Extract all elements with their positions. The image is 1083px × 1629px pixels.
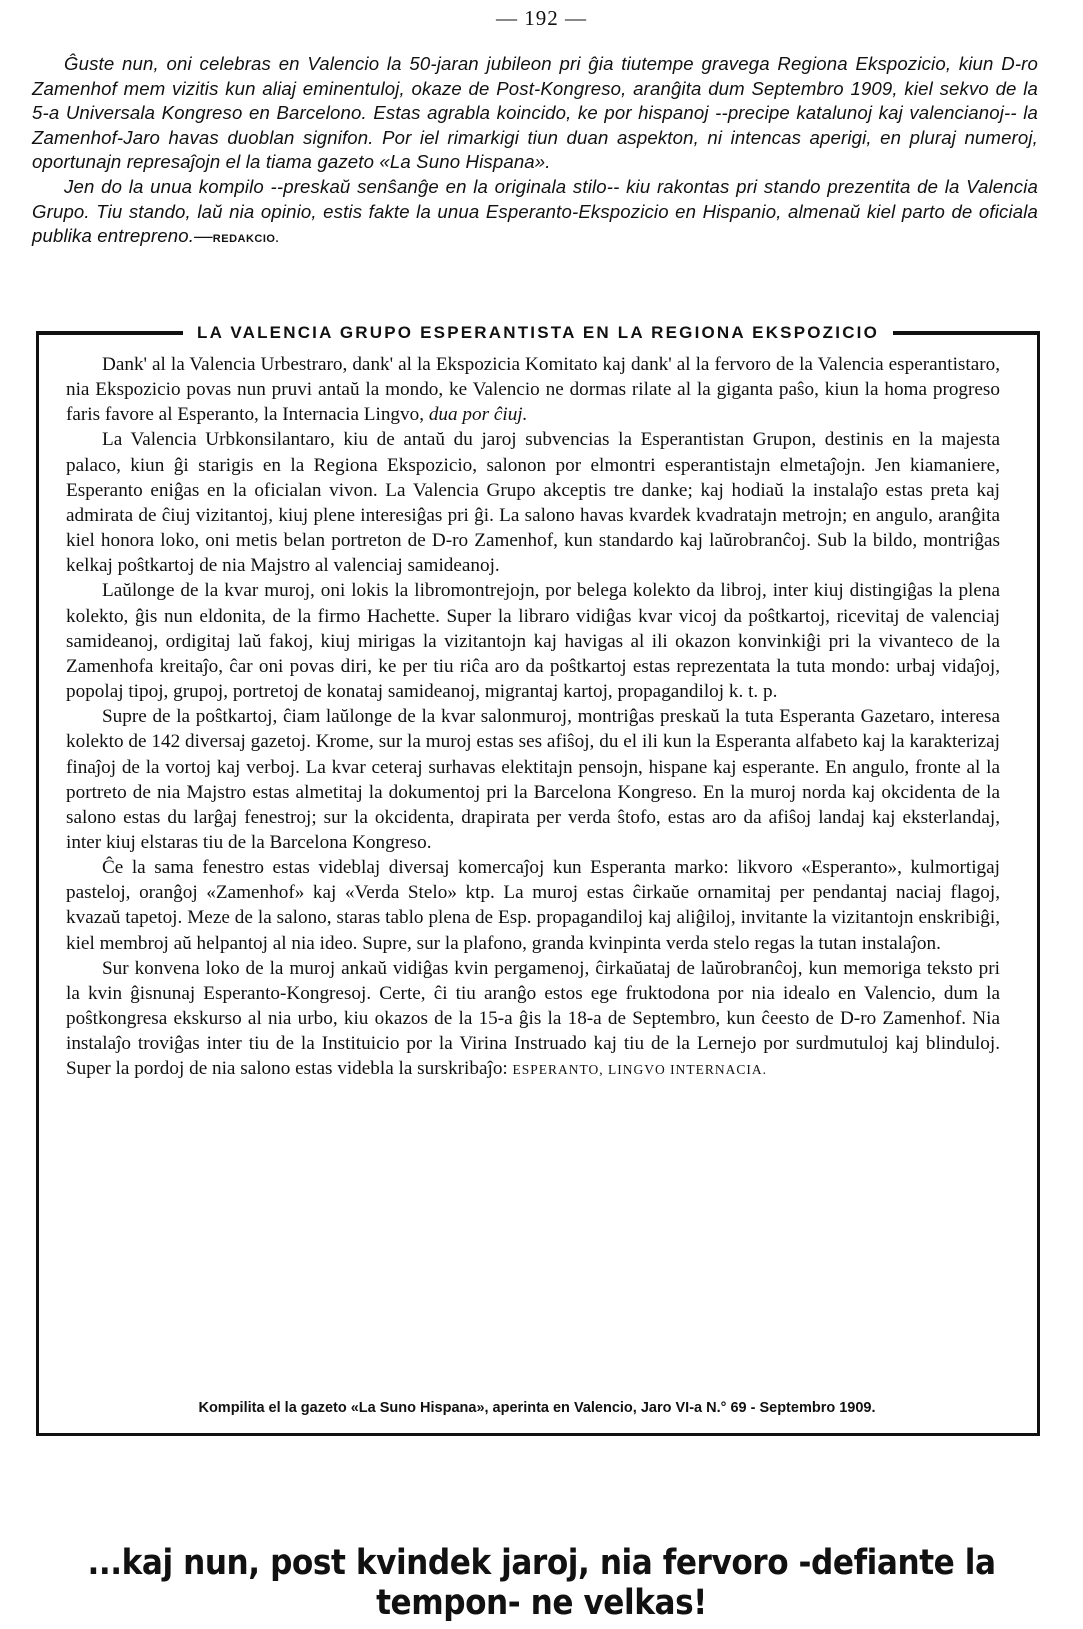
article-paragraph-text: Sur konvena loko de la muroj ankaŭ vidiĝas kvin pergamenoj, ĉirkaŭataj de laŭrobranĉoj, kun memoriga teksto pri la kvin ĝisnunaj Esperanto-Kongresoj. Certe, ĉi tiu aranĝo estos ege fruktodona por nia idealo en Valencio, dum la poŝtkongresa ekskurso al nia urbo, kiu okazos de la 15-a ĝis la 18-a de Septembro, kun ĉeesto de D-ro Zamenhof. Nia instalaĵo troviĝas inter tiu de la Instituicio por la Virina Instruado kaj tiu de la Lernejo por surdmutuloj kaj blinduloj. Super la pordoj de nia salono estas videbla la surskribaĵo: xyxy=(66,957,1000,1080)
article-paragraph-text: Dank' al la Valencia Urbestraro, dank' al la Ekspozicia Komitato kaj dank' al la fervoro de la Valencia esperantistaro, nia Ekspozicio povas nun pruvi antaŭ la mondo, ke Valencio ne dormas rilate al la giganta paŝo, kiun la homa progreso faris favore al Esperanto, la Internacia Lingvo, xyxy=(66,354,1000,426)
editorial-intro xyxy=(32,52,1038,252)
intro-paragraph xyxy=(32,175,1038,252)
article-paragraph: Ĉe la sama fenestro estas videblaj diversaj komercaĵoj kun Esperanta marko: likvoro «Esperanto», kulmortigaj pasteloj, oranĝoj «Zamenhof» kaj «Verda Stelo» ktp. La muroj estas ĉirkaŭe ornamitaj per pendantaj naciaj flagoj, kvazaŭ tapetoj. Meze de la salono, staras tablo plena de Esp. propagandiloj kaj aliĝiloj, invitante la vizitantojn enskribiĝi, kiel membroj aŭ helpantoj al nia ideo. Supre, sur la plafono, granda kvinpinta verda stelo regas la tutan instalaĵon. xyxy=(66,857,1000,954)
page-number: — 192 — xyxy=(496,6,587,30)
article-paragraph xyxy=(66,956,1000,1083)
article-emphasis: dua por ĉiuj. xyxy=(428,404,528,426)
source-note: Kompilita el la gazeto «La Suno Hispana», aperinta en Valencio, Jaro VI-a N.° 69 - Septembro 1909. xyxy=(198,1400,876,1416)
editorial-credit: REDAKCIO. xyxy=(212,233,280,246)
inscription-text: ESPERANTO, LINGVO INTERNACIA. xyxy=(512,1062,768,1078)
closing-slogan: ...kaj nun, post kvindek jaroj, nia fervoro -defiante la tempon- ne velkas! xyxy=(87,1543,996,1623)
article-paragraph: Laŭlonge de la kvar muroj, oni lokis la libromontrejojn, por belega kolekto da libroj, inter kiuj distingiĝas la plena kolekto, ĝis nun eldonita, de la firmo Hachette. Super la libraro vidiĝas kvar vicoj da poŝtkartoj, ricevitaj de valenciaj samideanoj, ordigitaj laŭ fakoj, kiuj mirigas la vizitantojn kaj havigas al ili okazon konvinkiĝi pri la vivanteco de la Zamenhofa kreitaĵo, ĉar oni povas diri, ke per tiu riĉa aro da poŝtkartoj estas reprezentata la tuta mondo: urbaj vidaĵoj, popolaj tipoj, grupoj, portretoj de konataj samideanoj, migrantaj kartoj, propagandiloj k. t. p. xyxy=(66,580,1000,703)
article-body xyxy=(66,352,1000,1083)
intro-paragraph: Ĝuste nun, oni celebras en Valencio la 50-jaran jubileon pri ĝia tiutempe gravega Regiona Ekspozicio, kiun D-ro Zamenhof mem vizitis kun aliaj eminentuloj, okaze de Post-Kongreso, aranĝita dum Septembro 1909, kiel sekvo de la 5-a Universala Kongreso en Barcelono. Estas agrabla koincido, ke por hispanoj --precipe katalunoj kaj valencianoj-- la Zamenhof-Jaro havas duoblan signifon. Por iel rimarkigi tiun duan aspekton, ni intencas aperigi, en pluraj numeroj, oportunajn represaĵojn el la tiama gazeto «La Suno Hispana». xyxy=(32,53,1038,173)
article-paragraph: La Valencia Urbkonsilantaro, kiu de antaŭ du jaroj subvencias la Esperantistan Grupon, destinis en la majesta palaco, kiun ĝi starigis en la Regiona Ekspozicio, salonon por elmontri esperantistajn elmetaĵojn. Jen kiamaniere, Esperanto eniĝas en la oficialan vivon. La Valencia Grupo akceptis tre danke; kaj hodiaŭ la instalaĵo estas preta kaj admirata de ĉiuj vizitantoj, kiuj plene interesiĝas pri ĝi. La salono havas kvardek kvadratajn metrojn; en angulo, aranĝita kiel honora loko, oni metis belan portreton de D-ro Zamenhof, kun standardo kaj laŭrobranĉoj. Sub la bildo, montriĝas kelkaj poŝtkartoj de nia Majstro al valenciaj samideanoj. xyxy=(66,429,1000,577)
article-title: LA VALENCIA GRUPO ESPERANTISTA EN LA REGIONA EKSPOZICIO xyxy=(196,323,880,342)
intro-paragraph-text: Jen do la unua kompilo --preskaŭ senŝanĝe en la originala stilo-- kiu rakontas pri stando prezentita de la Valencia Grupo. Tiu stando, laŭ nia opinio, estis fakte la unua Esperanto-Ekspozicio en Hispanio, almenaŭ kiel parto de oficiala publika entrepreno.— xyxy=(32,175,1038,247)
article-paragraph: Supre de la poŝtkartoj, ĉiam laŭlonge de la kvar salonmuroj, montriĝas preskaŭ la tuta Esperanta Gazetaro, interesa kolekto de 142 diversaj gazetoj. Krome, sur la muroj estas ses afiŝoj, du el ili kun la Esperanta alfabeto kaj la karakterizaj finaĵoj de la vortoj kaj verboj. La kvar ceteraj surhavas elektitajn pensojn, hispane kaj esperante. En angulo, fronte al la portreto de nia Majstro estas almetitaj la dokumentoj pri la Barcelona Kongreso. En la muroj norda kaj okcidenta de la salono estas du larĝaj fenestroj; sur la okcidenta, drapirata per verda ŝtofo, estas aro da afiŝoj landaj kaj eksterlandaj, inter kiuj elstaras tiu de la Barcelona Kongreso. xyxy=(66,706,1000,853)
article-paragraph xyxy=(66,352,1000,427)
